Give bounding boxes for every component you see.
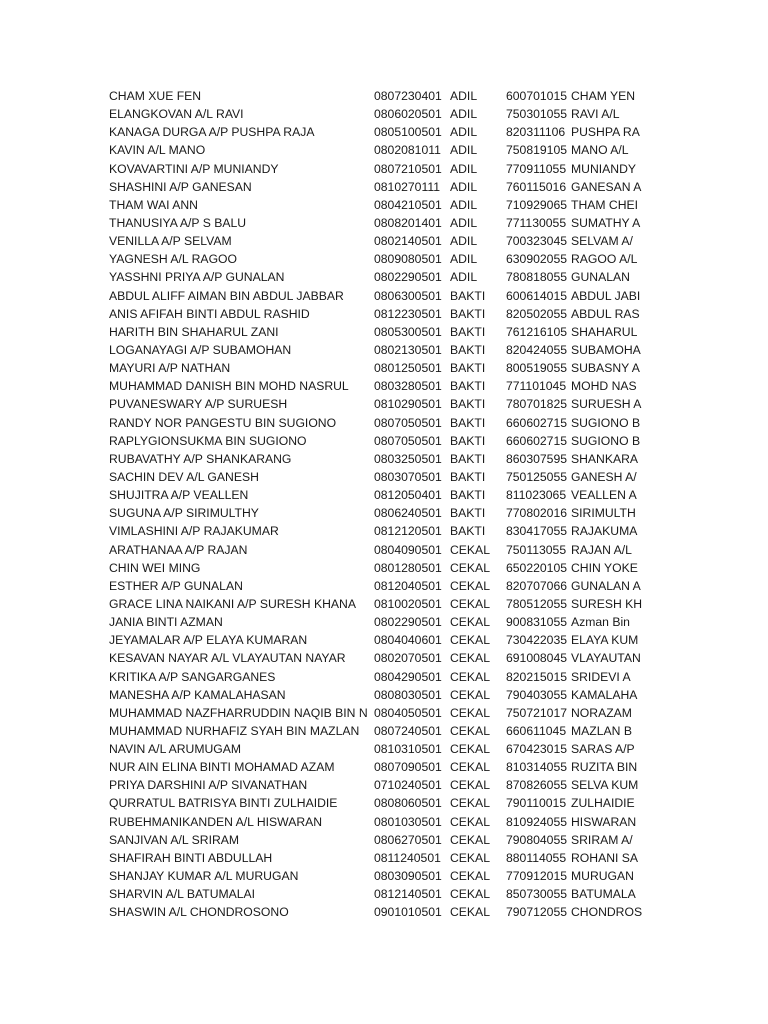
class-name-cell: BAKTI	[450, 451, 486, 466]
parent-name-cell: VEALLEN A	[571, 488, 637, 503]
student-id-cell: 0812120501	[374, 524, 442, 539]
table-row	[0, 649, 768, 667]
parent-name-cell: SURUESH A	[571, 397, 642, 412]
ic-number-cell: 630902055	[506, 252, 568, 267]
ic-number-cell: 900831055	[506, 615, 568, 630]
student-name-cell: SHASWIN A/L CHONDROSONO	[109, 905, 289, 920]
table-row	[0, 232, 768, 250]
student-name-cell: NUR AIN ELINA BINTI MOHAMAD AZAM	[109, 760, 335, 775]
table-row	[0, 903, 768, 921]
table-row	[0, 123, 768, 141]
table-row	[0, 631, 768, 649]
student-id-cell: 0808201401	[374, 215, 442, 230]
student-id-cell: 0812140501	[374, 887, 442, 902]
parent-name-cell: MAZLAN B	[571, 723, 632, 738]
table-row	[0, 758, 768, 776]
ic-number-cell: 810314055	[506, 760, 568, 775]
table-row	[0, 740, 768, 758]
table-row	[0, 359, 768, 377]
parent-name-cell: SUGIONO B	[571, 415, 641, 430]
table-row	[0, 87, 768, 105]
table-row	[0, 867, 768, 885]
parent-name-cell: MOHD NAS	[571, 379, 637, 394]
student-name-cell: THANUSIYA A/P S BALU	[109, 215, 247, 230]
table-row	[0, 450, 768, 468]
ic-number-cell: 820502055	[506, 306, 568, 321]
parent-name-cell: NORAZAM	[571, 705, 632, 720]
table-row	[0, 432, 768, 450]
table-row	[0, 305, 768, 323]
ic-number-cell: 780701825	[506, 397, 568, 412]
class-name-cell: CEKAL	[450, 542, 490, 557]
student-name-cell: VENILLA A/P SELVAM	[109, 234, 232, 249]
ic-number-cell: 811023065	[506, 488, 567, 503]
student-name-cell: GRACE LINA NAIKANI A/P SURESH KHANA	[109, 596, 356, 611]
student-name-cell: MANESHA A/P KAMALAHASAN	[109, 687, 286, 702]
student-id-cell: 0804040601	[374, 633, 442, 648]
ic-number-cell: 600614015	[506, 288, 568, 303]
student-name-cell: ELANGKOVAN A/L RAVI	[109, 107, 244, 122]
student-id-cell: 0810270111	[374, 179, 440, 194]
table-row	[0, 414, 768, 432]
table-row	[0, 595, 768, 613]
class-name-cell: CEKAL	[450, 905, 490, 920]
student-id-cell: 0804090501	[374, 542, 442, 557]
class-name-cell: BAKTI	[450, 415, 486, 430]
table-row	[0, 559, 768, 577]
student-id-cell: 0801250501	[374, 361, 442, 376]
table-row	[0, 160, 768, 178]
student-name-cell: SACHIN DEV A/L GANESH	[109, 469, 259, 484]
parent-name-cell: CHIN YOKE	[571, 560, 638, 575]
student-name-cell: VIMLASHINI A/P RAJAKUMAR	[109, 524, 279, 539]
parent-name-cell: SHAHARUL	[571, 324, 638, 339]
table-row	[0, 686, 768, 704]
class-name-cell: BAKTI	[450, 433, 486, 448]
student-id-cell: 0810290501	[374, 397, 442, 412]
ic-number-cell: 800519055	[506, 361, 568, 376]
ic-number-cell: 880114055	[506, 850, 567, 865]
class-name-cell: ADIL	[450, 252, 478, 267]
parent-name-cell: SRIRAM A/	[571, 832, 633, 847]
student-id-cell: 0808030501	[374, 687, 442, 702]
class-name-cell: CEKAL	[450, 796, 490, 811]
parent-name-cell: SARAS A/P	[571, 742, 635, 757]
class-name-cell: BAKTI	[450, 506, 486, 521]
student-name-cell: QURRATUL BATRISYA BINTI ZULHAIDIE	[109, 796, 338, 811]
parent-name-cell: RAJAN A/L	[571, 542, 632, 557]
student-name-cell: SUGUNA A/P SIRIMULTHY	[109, 506, 259, 521]
ic-number-cell: 760115016	[506, 179, 567, 194]
table-row	[0, 141, 768, 159]
class-name-cell: CEKAL	[450, 760, 490, 775]
ic-number-cell: 820424055	[506, 342, 568, 357]
student-id-cell: 0801030501	[374, 814, 442, 829]
ic-number-cell: 710929065	[506, 197, 568, 212]
student-id-cell: 0806270501	[374, 832, 442, 847]
class-name-cell: ADIL	[450, 179, 478, 194]
student-id-cell: 0806020501	[374, 107, 442, 122]
ic-number-cell: 691008045	[506, 651, 568, 666]
ic-number-cell: 750721017	[506, 705, 568, 720]
student-id-cell: 0812040501	[374, 578, 442, 593]
student-name-cell: ABDUL ALIFF AIMAN BIN ABDUL JABBAR	[109, 288, 344, 303]
parent-name-cell: VLAYAUTAN	[571, 651, 641, 666]
student-id-cell: 0710240501	[374, 778, 442, 793]
ic-number-cell: 750301055	[506, 107, 568, 122]
student-id-cell: 0802290501	[374, 615, 442, 630]
class-name-cell: ADIL	[450, 143, 478, 158]
class-name-cell: BAKTI	[450, 397, 486, 412]
ic-number-cell: 660602715	[506, 415, 568, 430]
table-row	[0, 885, 768, 903]
parent-name-cell: THAM CHEI	[571, 197, 639, 212]
table-row	[0, 722, 768, 740]
parent-name-cell: SIRIMULTH	[571, 506, 636, 521]
student-name-cell: HARITH BIN SHAHARUL ZANI	[109, 324, 279, 339]
ic-number-cell: 761216105	[506, 324, 568, 339]
class-name-cell: CEKAL	[450, 887, 490, 902]
ic-number-cell: 700323045	[506, 234, 568, 249]
ic-number-cell: 790804055	[506, 832, 568, 847]
ic-number-cell: 780512055	[506, 596, 568, 611]
table-row	[0, 794, 768, 812]
parent-name-cell: RUZITA BIN	[571, 760, 638, 775]
student-name-cell: PRIYA DARSHINI A/P SIVANATHAN	[109, 778, 308, 793]
class-name-cell: CEKAL	[450, 869, 490, 884]
student-name-cell: KANAGA DURGA A/P PUSHPA RAJA	[109, 125, 315, 140]
student-id-cell: 0807050501	[374, 415, 442, 430]
student-name-cell: RAPLYGIONSUKMA BIN SUGIONO	[109, 433, 307, 448]
class-name-cell: BAKTI	[450, 288, 486, 303]
ic-number-cell: 770912015	[506, 869, 568, 884]
student-name-cell: YAGNESH A/L RAGOO	[109, 252, 238, 267]
student-id-cell: 0805300501	[374, 324, 442, 339]
student-name-cell: MUHAMMAD DANISH BIN MOHD NASRUL	[109, 379, 349, 394]
class-name-cell: CEKAL	[450, 615, 490, 630]
table-row	[0, 196, 768, 214]
student-id-cell: 0802140501	[374, 234, 442, 249]
parent-name-cell: RAGOO A/L	[571, 252, 638, 267]
parent-name-cell: GANESAN A	[571, 179, 642, 194]
student-name-cell: MAYURI A/P NATHAN	[109, 361, 231, 376]
class-name-cell: BAKTI	[450, 469, 486, 484]
student-id-cell: 0804050501	[374, 705, 442, 720]
parent-name-cell: SUBAMOHA	[571, 342, 641, 357]
parent-name-cell: ELAYA KUM	[571, 633, 639, 648]
table-row	[0, 776, 768, 794]
ic-number-cell: 770911055	[506, 161, 567, 176]
class-name-cell: BAKTI	[450, 379, 486, 394]
student-id-cell: 0807230401	[374, 89, 442, 103]
parent-name-cell: GANESH A/	[571, 469, 637, 484]
student-name-cell: NAVIN A/L ARUMUGAM	[109, 742, 242, 757]
class-name-cell: CEKAL	[450, 687, 490, 702]
parent-name-cell: SUMATHY A	[571, 215, 641, 230]
student-id-cell: 0811240501	[374, 850, 441, 865]
parent-name-cell: GUNALAN	[571, 270, 630, 285]
class-name-cell: CEKAL	[450, 596, 490, 611]
table-row	[0, 522, 768, 540]
class-name-cell: CEKAL	[450, 778, 490, 793]
student-id-cell: 0812230501	[374, 306, 442, 321]
parent-name-cell: SUBASNY A	[571, 361, 640, 376]
student-name-cell: MUHAMMAD NAZFHARRUDDIN NAQIB BIN N	[109, 705, 368, 720]
table-row	[0, 377, 768, 395]
student-name-cell: SHAFIRAH BINTI ABDULLAH	[109, 850, 273, 865]
parent-name-cell: SRIDEVI A	[571, 669, 631, 684]
parent-name-cell: RAVI A/L	[571, 107, 620, 122]
ic-number-cell: 820707066	[506, 578, 568, 593]
class-name-cell: CEKAL	[450, 742, 490, 757]
parent-name-cell: ABDUL JABI	[571, 288, 641, 303]
class-name-cell: CEKAL	[450, 669, 490, 684]
student-name-cell: KAVIN A/L MANO	[109, 143, 206, 158]
student-name-cell: LOGANAYAGI A/P SUBAMOHAN	[109, 342, 292, 357]
student-name-cell: CHIN WEI MING	[109, 560, 201, 575]
student-name-cell: SHUJITRA A/P VEALLEN	[109, 488, 249, 503]
class-name-cell: CEKAL	[450, 705, 490, 720]
student-id-cell: 0804290501	[374, 669, 442, 684]
class-name-cell: BAKTI	[450, 524, 486, 539]
student-id-cell: 0810310501	[374, 742, 442, 757]
ic-number-cell: 660611045	[506, 723, 567, 738]
student-name-cell: KOVAVARTINI A/P MUNIANDY	[109, 161, 279, 176]
table-row	[0, 323, 768, 341]
class-name-cell: CEKAL	[450, 633, 490, 648]
table-row	[0, 250, 768, 268]
parent-name-cell: ABDUL RAS	[571, 306, 640, 321]
ic-number-cell: 670423015	[506, 742, 568, 757]
ic-number-cell: 771101045	[506, 379, 567, 394]
ic-number-cell: 730422035	[506, 633, 568, 648]
class-name-cell: ADIL	[450, 107, 478, 122]
class-name-cell: ADIL	[450, 197, 478, 212]
class-name-cell: CEKAL	[450, 578, 490, 593]
ic-number-cell: 660602715	[506, 433, 568, 448]
class-name-cell: BAKTI	[450, 306, 486, 321]
student-name-cell: CHAM XUE FEN	[109, 89, 202, 103]
parent-name-cell: PUSHPA RA	[571, 125, 640, 140]
table-row	[0, 105, 768, 123]
student-id-cell: 0805100501	[374, 125, 442, 140]
class-name-cell: ADIL	[450, 89, 478, 103]
student-name-cell: SHARVIN A/L BATUMALAI	[109, 887, 256, 902]
parent-name-cell: BATUMALA	[571, 887, 636, 902]
table-row	[0, 577, 768, 595]
parent-name-cell: KAMALAHA	[571, 687, 638, 702]
table-row	[0, 541, 768, 559]
class-name-cell: CEKAL	[450, 814, 490, 829]
parent-name-cell: SELVAM A/	[571, 234, 633, 249]
table-row	[0, 504, 768, 522]
parent-name-cell: MURUGAN	[571, 869, 634, 884]
student-id-cell: 0803250501	[374, 451, 442, 466]
student-name-cell: SANJIVAN A/L SRIRAM	[109, 832, 240, 847]
student-id-cell: 0801280501	[374, 560, 442, 575]
class-name-cell: ADIL	[450, 215, 478, 230]
ic-number-cell: 780818055	[506, 270, 568, 285]
table-row	[0, 831, 768, 849]
ic-number-cell: 790403055	[506, 687, 568, 702]
student-id-cell: 0806240501	[374, 506, 442, 521]
parent-name-cell: CHAM YEN	[571, 89, 636, 103]
table-row	[0, 287, 768, 305]
ic-number-cell: 870826055	[506, 778, 568, 793]
student-name-cell: RUBAVATHY A/P SHANKARANG	[109, 451, 292, 466]
student-name-cell: RUBEHMANIKANDEN A/L HISWARAN	[109, 814, 323, 829]
parent-name-cell: MUNIANDY	[571, 161, 637, 176]
class-name-cell: ADIL	[450, 234, 478, 249]
student-name-cell: MUHAMMAD NURHAFIZ SYAH BIN MAZLAN	[109, 723, 360, 738]
student-id-cell: 0802070501	[374, 651, 442, 666]
table-row	[0, 704, 768, 722]
parent-name-cell: SURESH KH	[571, 596, 643, 611]
student-id-cell: 0812050401	[374, 488, 442, 503]
ic-number-cell: 830417055	[506, 524, 568, 539]
ic-number-cell: 750125055	[506, 469, 568, 484]
student-name-cell: JEYAMALAR A/P ELAYA KUMARAN	[109, 633, 308, 648]
table-row	[0, 341, 768, 359]
student-name-cell: YASSHNI PRIYA A/P GUNALAN	[109, 270, 285, 285]
ic-number-cell: 650220105	[506, 560, 568, 575]
ic-number-cell: 750113055	[506, 542, 567, 557]
student-id-cell: 0807240501	[374, 723, 442, 738]
student-list-sheet	[0, 87, 768, 921]
ic-number-cell: 600701015	[506, 89, 568, 103]
parent-name-cell: GUNALAN A	[571, 578, 641, 593]
class-name-cell: ADIL	[450, 270, 478, 285]
class-name-cell: BAKTI	[450, 488, 486, 503]
ic-number-cell: 850730055	[506, 887, 568, 902]
student-name-cell: KESAVAN NAYAR A/L VLAYAUTAN NAYAR	[109, 651, 346, 666]
student-id-cell: 0802290501	[374, 270, 442, 285]
parent-name-cell: ROHANI SA	[571, 850, 639, 865]
class-name-cell: BAKTI	[450, 342, 486, 357]
class-name-cell: BAKTI	[450, 361, 486, 376]
parent-name-cell: Azman Bin	[571, 615, 630, 630]
parent-name-cell: SELVA KUM	[571, 778, 639, 793]
student-id-cell: 0803070501	[374, 469, 442, 484]
student-id-cell: 0809080501	[374, 252, 442, 267]
student-name-cell: SHASHINI A/P GANESAN	[109, 179, 252, 194]
class-name-cell: ADIL	[450, 125, 478, 140]
student-id-cell: 0803090501	[374, 869, 442, 884]
table-row	[0, 178, 768, 196]
student-id-cell: 0807050501	[374, 433, 442, 448]
student-name-cell: PUVANESWARY A/P SURUESH	[109, 397, 288, 412]
student-name-cell: JANIA BINTI AZMAN	[109, 615, 223, 630]
table-row	[0, 668, 768, 686]
class-name-cell: CEKAL	[450, 723, 490, 738]
parent-name-cell: SUGIONO B	[571, 433, 641, 448]
parent-name-cell: RAJAKUMA	[571, 524, 638, 539]
ic-number-cell: 790110015	[506, 796, 567, 811]
student-id-cell: 0807210501	[374, 161, 442, 176]
student-id-cell: 0807090501	[374, 760, 442, 775]
student-name-cell: KRITIKA A/P SANGARGANES	[109, 669, 276, 684]
student-name-cell: THAM WAI ANN	[109, 197, 198, 212]
table-row	[0, 613, 768, 631]
student-name-cell: SHANJAY KUMAR A/L MURUGAN	[109, 869, 299, 884]
table-row	[0, 486, 768, 504]
class-name-cell: CEKAL	[450, 832, 490, 847]
student-id-cell: 0810020501	[374, 596, 442, 611]
student-id-cell: 0803280501	[374, 379, 442, 394]
parent-name-cell: CHONDROS	[571, 905, 643, 920]
parent-name-cell: HISWARAN	[571, 814, 637, 829]
ic-number-cell: 820215015	[506, 669, 568, 684]
student-id-cell: 0804210501	[374, 197, 442, 212]
student-id-cell: 0802130501	[374, 342, 442, 357]
table-row	[0, 395, 768, 413]
ic-number-cell: 790712055	[506, 905, 568, 920]
parent-name-cell: SHANKARA	[571, 451, 639, 466]
student-name-cell: ESTHER A/P GUNALAN	[109, 578, 243, 593]
class-name-cell: CEKAL	[450, 850, 490, 865]
class-name-cell: ADIL	[450, 161, 478, 176]
table-row	[0, 849, 768, 867]
student-id-cell: 0808060501	[374, 796, 442, 811]
ic-number-cell: 820311106	[506, 125, 566, 140]
ic-number-cell: 750819105	[506, 143, 568, 158]
ic-number-cell: 771130055	[506, 215, 567, 230]
parent-name-cell: ZULHAIDIE	[571, 796, 635, 811]
table-row	[0, 214, 768, 232]
table-row	[0, 813, 768, 831]
table-row	[0, 468, 768, 486]
student-name-cell: RANDY NOR PANGESTU BIN SUGIONO	[109, 415, 337, 430]
student-id-cell: 0901010501	[374, 905, 442, 920]
ic-number-cell: 860307595	[506, 451, 568, 466]
table-row	[0, 268, 768, 286]
ic-number-cell: 770802016	[506, 506, 568, 521]
parent-name-cell: MANO A/L	[571, 143, 629, 158]
class-name-cell: CEKAL	[450, 560, 490, 575]
student-id-cell: 0806300501	[374, 288, 442, 303]
class-name-cell: BAKTI	[450, 324, 486, 339]
student-name-cell: ARATHANAA A/P RAJAN	[109, 542, 248, 557]
class-name-cell: CEKAL	[450, 651, 490, 666]
ic-number-cell: 810924055	[506, 814, 568, 829]
student-name-cell: ANIS AFIFAH BINTI ABDUL RASHID	[109, 306, 310, 321]
student-id-cell: 0802081011	[374, 143, 441, 158]
